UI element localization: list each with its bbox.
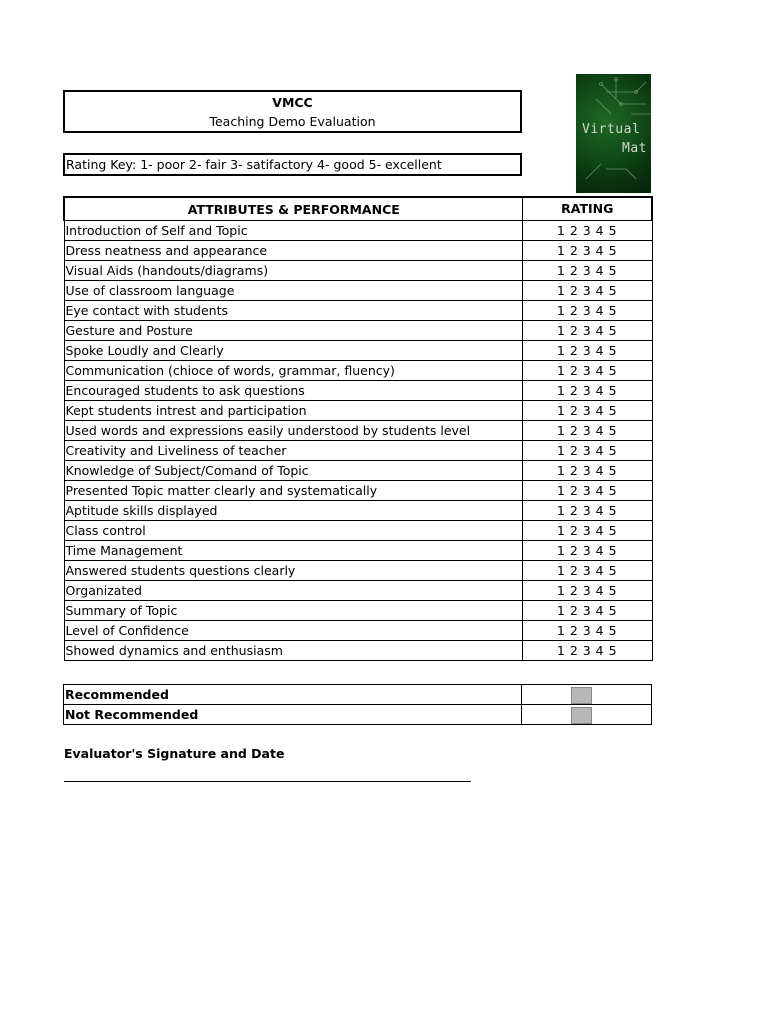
attribute-label: Gesture and Posture <box>64 321 522 341</box>
rating-options[interactable]: 1 2 3 4 5 <box>522 621 652 641</box>
table-row <box>64 421 652 441</box>
logo-text-line2: Mat <box>622 141 647 156</box>
table-row <box>64 361 652 381</box>
recommendation-table <box>63 684 652 725</box>
table-row <box>64 301 652 321</box>
rating-key: Rating Key: 1- poor 2- fair 3- satifactory 4- good 5- excellent <box>63 153 522 176</box>
rating-options[interactable]: 1 2 3 4 5 <box>522 341 652 361</box>
rating-options[interactable]: 1 2 3 4 5 <box>522 481 652 501</box>
signature-label: Evaluator's Signature and Date <box>64 746 285 761</box>
attribute-label: Encouraged students to ask questions <box>64 381 522 401</box>
rating-options[interactable]: 1 2 3 4 5 <box>522 221 652 241</box>
attribute-label: Visual Aids (handouts/diagrams) <box>64 261 522 281</box>
attribute-label: Eye contact with students <box>64 301 522 321</box>
form-title-box <box>63 90 522 133</box>
attribute-label: Use of classroom language <box>64 281 522 301</box>
rating-options[interactable]: 1 2 3 4 5 <box>522 601 652 621</box>
column-header-attributes: ATTRIBUTES & PERFORMANCE <box>64 197 522 221</box>
not-recommended-label: Not Recommended <box>64 705 522 725</box>
table-row <box>64 321 652 341</box>
attribute-label: Time Management <box>64 541 522 561</box>
column-header-rating: RATING <box>522 197 652 221</box>
virtual-math-logo <box>576 74 651 193</box>
table-row <box>64 241 652 261</box>
logo-text-line1: Virtual <box>582 122 641 137</box>
attribute-label: Presented Topic matter clearly and systematically <box>64 481 522 501</box>
rating-options[interactable]: 1 2 3 4 5 <box>522 541 652 561</box>
table-row <box>64 601 652 621</box>
recommended-checkbox[interactable] <box>571 687 592 704</box>
table-row <box>64 221 652 241</box>
table-row <box>64 401 652 421</box>
attribute-label: Creativity and Liveliness of teacher <box>64 441 522 461</box>
attribute-label: Summary of Topic <box>64 601 522 621</box>
table-row <box>64 381 652 401</box>
attribute-label: Aptitude skills displayed <box>64 501 522 521</box>
signature-line[interactable] <box>64 781 471 782</box>
table-header-row <box>64 197 652 221</box>
table-row <box>64 341 652 361</box>
table-row <box>64 581 652 601</box>
rating-options[interactable]: 1 2 3 4 5 <box>522 301 652 321</box>
org-name: VMCC <box>272 95 313 110</box>
table-row <box>64 481 652 501</box>
attribute-label: Spoke Loudly and Clearly <box>64 341 522 361</box>
table-row <box>64 461 652 481</box>
recommended-label: Recommended <box>64 685 522 705</box>
not-recommended-row[interactable] <box>64 705 652 725</box>
rating-options[interactable]: 1 2 3 4 5 <box>522 401 652 421</box>
rating-options[interactable]: 1 2 3 4 5 <box>522 461 652 481</box>
rating-options[interactable]: 1 2 3 4 5 <box>522 441 652 461</box>
table-row <box>64 641 652 661</box>
attribute-label: Level of Confidence <box>64 621 522 641</box>
table-row <box>64 561 652 581</box>
rating-options[interactable]: 1 2 3 4 5 <box>522 261 652 281</box>
attribute-label: Organizated <box>64 581 522 601</box>
attribute-label: Showed dynamics and enthusiasm <box>64 641 522 661</box>
rating-options[interactable]: 1 2 3 4 5 <box>522 641 652 661</box>
attribute-label: Used words and expressions easily understood by students level <box>64 421 522 441</box>
rating-options[interactable]: 1 2 3 4 5 <box>522 281 652 301</box>
rating-options[interactable]: 1 2 3 4 5 <box>522 241 652 261</box>
table-row <box>64 281 652 301</box>
table-row <box>64 521 652 541</box>
rating-options[interactable]: 1 2 3 4 5 <box>522 321 652 341</box>
rating-options[interactable]: 1 2 3 4 5 <box>522 561 652 581</box>
attribute-label: Class control <box>64 521 522 541</box>
table-row <box>64 501 652 521</box>
rating-options[interactable]: 1 2 3 4 5 <box>522 501 652 521</box>
recommended-row[interactable] <box>64 685 652 705</box>
rating-options[interactable]: 1 2 3 4 5 <box>522 381 652 401</box>
rating-options[interactable]: 1 2 3 4 5 <box>522 581 652 601</box>
form-title: Teaching Demo Evaluation <box>209 114 376 129</box>
attribute-label: Knowledge of Subject/Comand of Topic <box>64 461 522 481</box>
attribute-label: Kept students intrest and participation <box>64 401 522 421</box>
rating-options[interactable]: 1 2 3 4 5 <box>522 421 652 441</box>
rating-options[interactable]: 1 2 3 4 5 <box>522 361 652 381</box>
table-row <box>64 541 652 561</box>
attribute-label: Communication (chioce of words, grammar, fluency) <box>64 361 522 381</box>
table-row <box>64 621 652 641</box>
attribute-label: Answered students questions clearly <box>64 561 522 581</box>
attribute-label: Dress neatness and appearance <box>64 241 522 261</box>
evaluation-table <box>63 196 653 661</box>
rating-options[interactable]: 1 2 3 4 5 <box>522 521 652 541</box>
not-recommended-checkbox[interactable] <box>571 707 592 724</box>
table-row <box>64 441 652 461</box>
table-row <box>64 261 652 281</box>
attribute-label: Introduction of Self and Topic <box>64 221 522 241</box>
